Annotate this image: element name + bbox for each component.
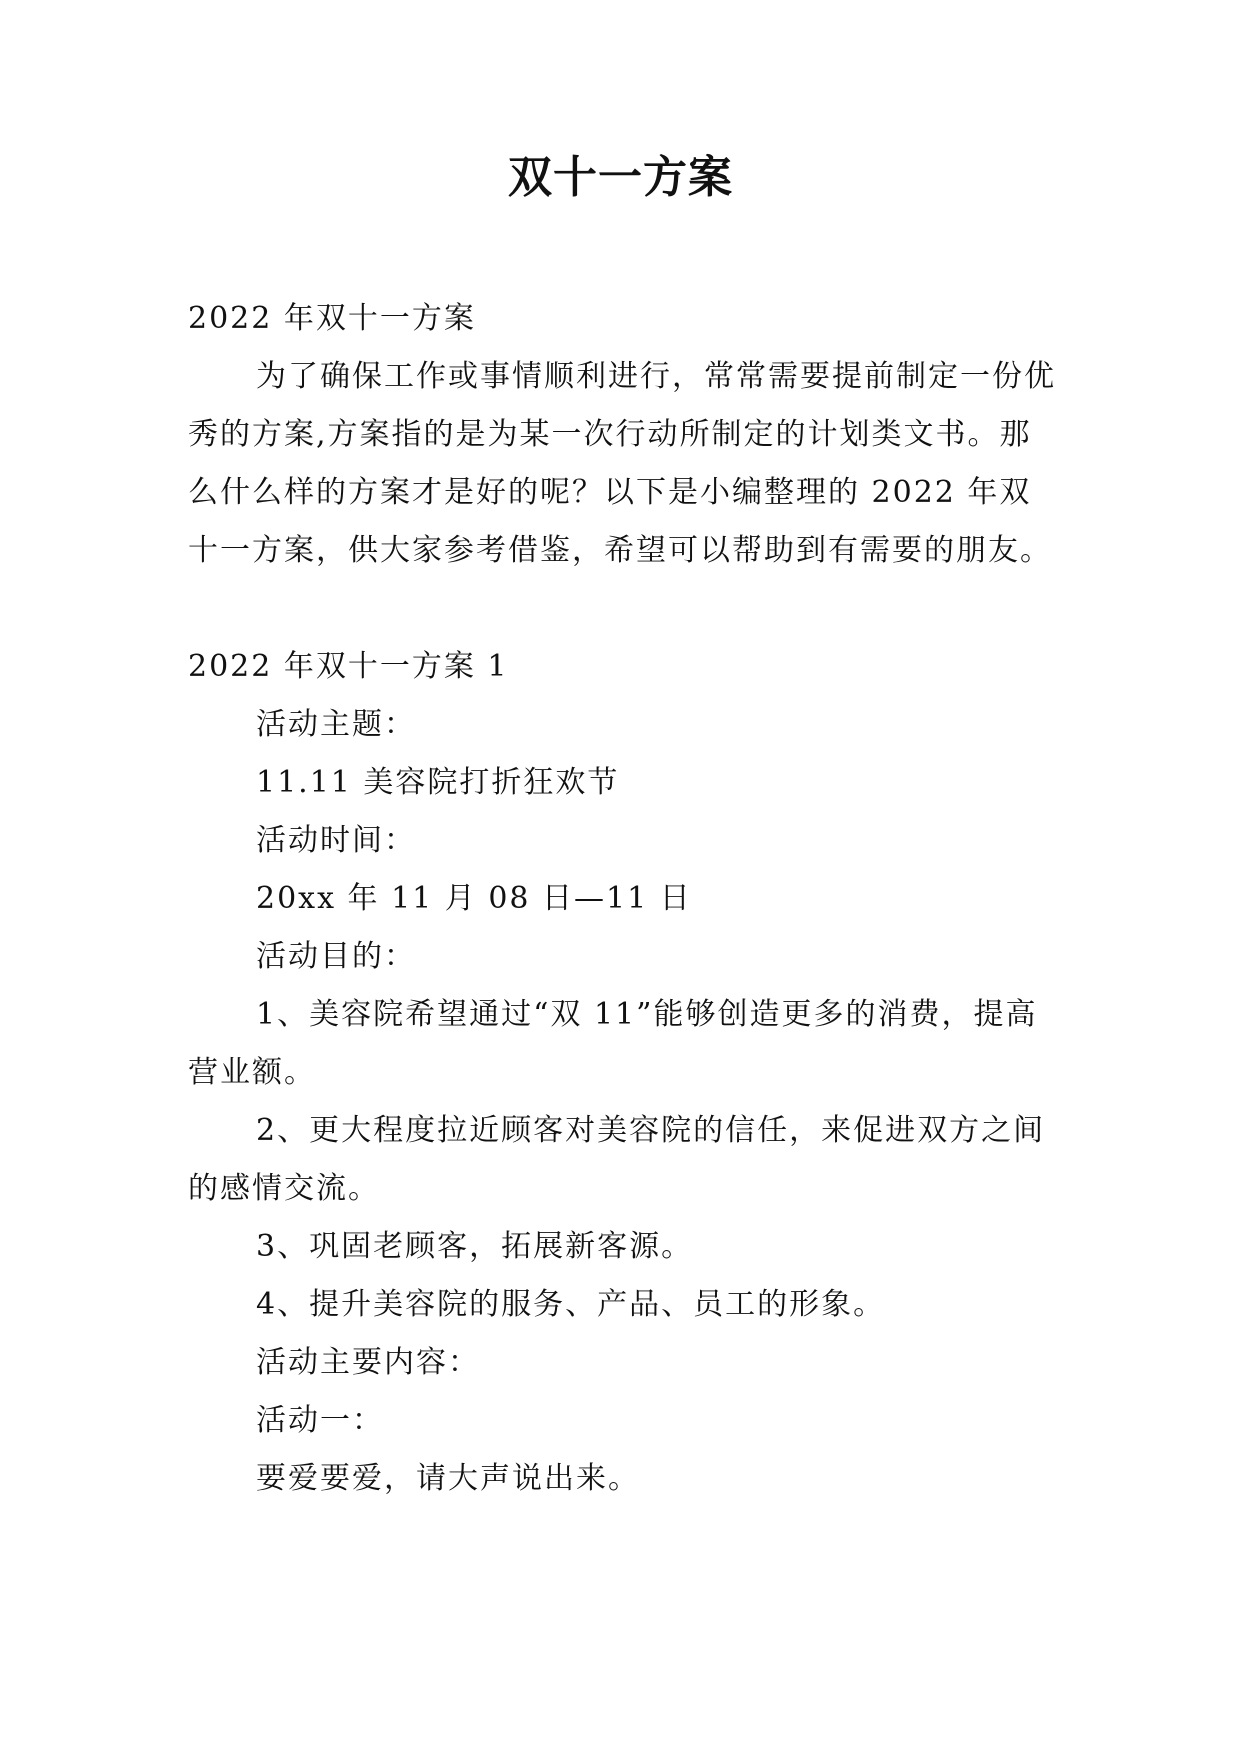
purpose-label: 活动目的： xyxy=(256,939,416,974)
section-heading: 2022 年双十一方案 1 xyxy=(188,649,509,684)
time-label: 活动时间： xyxy=(256,823,416,858)
theme-value: 11.11 美容院打折狂欢节 xyxy=(256,765,620,800)
purpose-item-3: 3、巩固老顾客，拓展新客源。 xyxy=(256,1229,694,1264)
content-label: 活动主要内容： xyxy=(256,1345,480,1380)
purpose-item-2: 2、更大程度拉近顾客对美容院的信任，来促进双方之间的感情交流。 xyxy=(188,1113,1046,1206)
activity-1-label: 活动一： xyxy=(256,1403,384,1438)
document-title: 双十一方案 xyxy=(508,152,733,203)
time-value: 20xx 年 11 月 08 日—11 日 xyxy=(256,881,692,916)
document-subtitle: 2022 年双十一方案 xyxy=(188,301,476,336)
intro-paragraph: 为了确保工作或事情顺利进行，常常需要提前制定一份优秀的方案,方案指的是为某一次行动所制定的计划类文书。那么什么样的方案才是好的呢？以下是小编整理的 2022 年双十一方案，供大家参考借鉴，希望可以帮助到有需要的朋友。 xyxy=(188,359,1056,568)
document-body xyxy=(188,290,1058,1508)
activity-1-text: 要爱要爱，请大声说出来。 xyxy=(256,1461,640,1496)
purpose-item-4: 4、提升美容院的服务、产品、员工的形象。 xyxy=(256,1287,886,1322)
theme-label: 活动主题： xyxy=(256,707,416,742)
purpose-item-1: 1、美容院希望通过“双 11”能够创造更多的消费，提高营业额。 xyxy=(188,997,1038,1090)
